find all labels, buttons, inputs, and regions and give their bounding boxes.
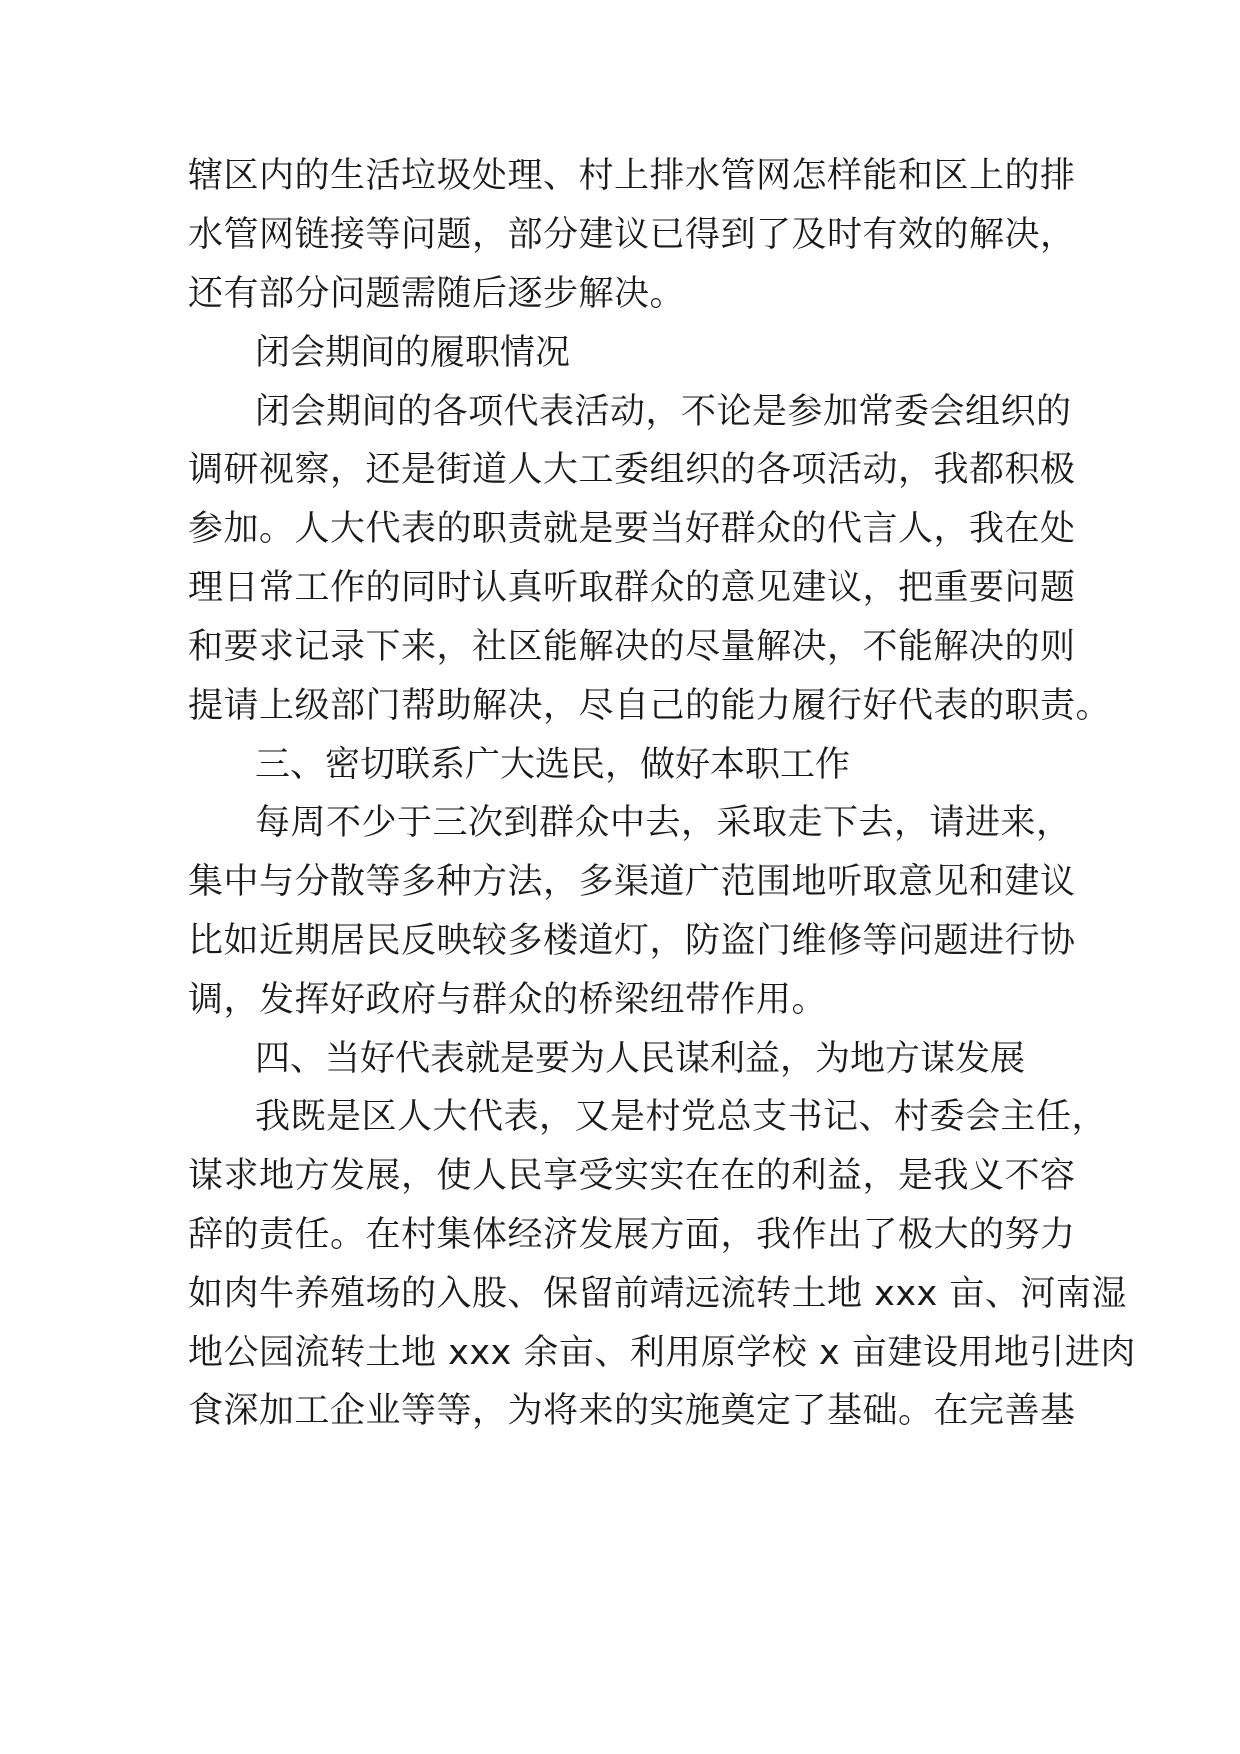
paragraph-line: 提请上级部门帮助解决，尽自己的能力履行好代表的职责。 [188, 686, 1112, 726]
paragraph-line: 地公园流转土地 xxx 余亩、利用原学校 x 亩建设用地引进肉 [188, 1333, 1136, 1373]
paragraph-line: 调研视察，还是街道人大工委组织的各项活动，我都积极 [188, 450, 1076, 490]
paragraph-line: 如肉牛养殖场的入股、保留前靖远流转土地 xxx 亩、河南湿 [188, 1274, 1127, 1314]
paragraph-line: 调，发挥好政府与群众的桥梁纽带作用。 [188, 980, 828, 1020]
section-heading: 四、当好代表就是要为人民谋利益，为地方谋发展 [255, 1039, 1026, 1079]
paragraph-line: 还有部分问题需随后逐步解决。 [188, 274, 686, 314]
paragraph-line: 辖区内的生活垃圾处理、村上排水管网怎样能和区上的排 [188, 156, 1076, 196]
paragraph-line: 谋求地方发展，使人民享受实实在在的利益，是我义不容 [188, 1156, 1076, 1196]
paragraph-line: 辞的责任。在村集体经济发展方面，我作出了极大的努力 [188, 1215, 1076, 1255]
paragraph-line: 水管网链接等问题，部分建议已得到了及时有效的解决， [188, 215, 1076, 255]
paragraph-line: 集中与分散等多种方法，多渠道广范围地听取意见和建议 [188, 862, 1076, 902]
paragraph-line: 比如近期居民反映较多楼道灯，防盗门维修等问题进行协 [188, 921, 1076, 961]
paragraph-first-line: 闭会期间的各项代表活动，不论是参加常委会组织的 [255, 392, 1072, 432]
paragraph-line: 食深加工企业等等，为将来的实施奠定了基础。在完善基 [188, 1391, 1076, 1431]
paragraph-line: 和要求记录下来，社区能解决的尽量解决，不能解决的则 [188, 627, 1076, 667]
section-heading: 闭会期间的履职情况 [255, 333, 571, 373]
paragraph-first-line: 每周不少于三次到群众中去，采取走下去，请进来， [255, 803, 1072, 843]
paragraph-line: 理日常工作的同时认真听取群众的意见建议，把重要问题 [188, 568, 1076, 608]
paragraph-first-line: 我既是区人大代表，又是村党总支书记、村委会主任， [255, 1097, 1108, 1137]
section-heading: 三、密切联系广大选民，做好本职工作 [255, 745, 851, 785]
paragraph-line: 参加。人大代表的职责就是要当好群众的代言人，我在处 [188, 509, 1076, 549]
